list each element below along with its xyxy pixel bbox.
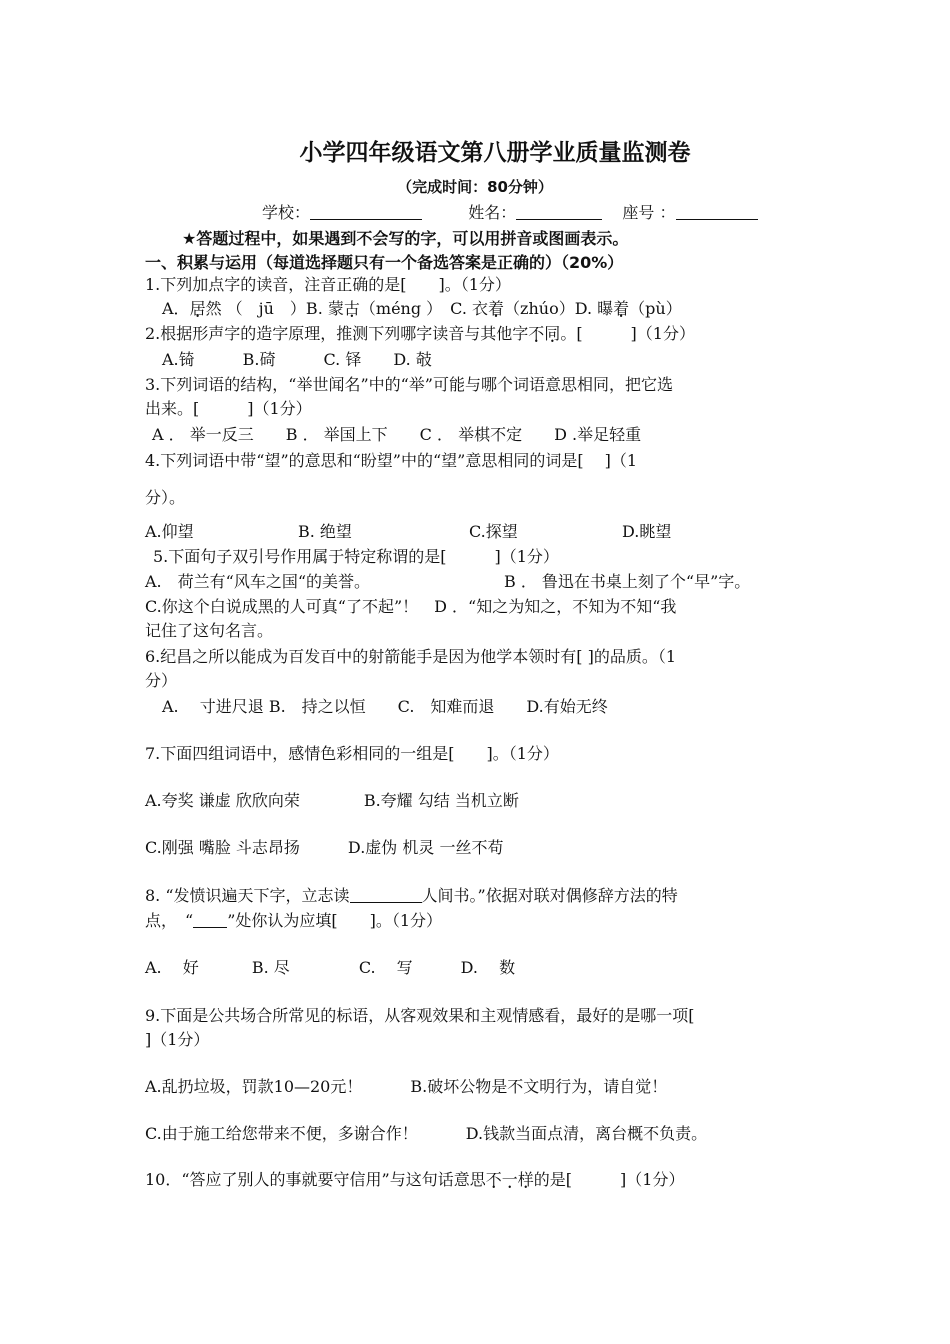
- q8-blank-1[interactable]: [350, 886, 422, 903]
- school-field[interactable]: [310, 203, 422, 220]
- section-title: 一、积累与运用（每道选择题只有一个备选答案是正确的）（20%）: [145, 253, 624, 272]
- question-8-line-1: 8. “发愤识遍天下字，立志读 人间书。”依据对联对偶修辞方法的特: [145, 886, 678, 905]
- question-8-options: A. 好 B. 尽 C. 写 D. 数: [145, 958, 516, 977]
- question-9-options-ab: A.乱扔垃圾，罚款10—20元！ B.破坏公物是不文明行为，请自觉！: [145, 1077, 668, 1096]
- question-5-option-b: B ． 鲁迅在书桌上刻了个“早”字。: [504, 572, 751, 591]
- seat-label: 座号 ：: [622, 203, 676, 222]
- question-5-option-d: 记住了这句名言。: [145, 621, 274, 640]
- name-label: 姓名：: [468, 203, 517, 222]
- q8-blank-2[interactable]: [193, 911, 227, 928]
- question-6-options: A. 寸进尺退 B. 持之以恒 C. 知难而退 D.有始无终: [162, 697, 608, 716]
- question-3-line-1: 3.下列词语的结构，“举世闻名”中的“举”可能与哪个词语意思相同，把它选: [145, 375, 673, 394]
- question-4-line-2: 分）。: [145, 488, 186, 507]
- question-9-line-2: ]（1分）: [145, 1030, 210, 1049]
- question-9-line-1: 9.下面是公共场合所常见的标语，从客观效果和主观情感看，最好的是哪一项[: [145, 1006, 695, 1025]
- question-4-option-d: D.眺望: [622, 522, 672, 541]
- question-6-line-2: 分）: [145, 671, 178, 690]
- name-field[interactable]: [516, 203, 602, 220]
- question-8-line-2: 点， “ ”处你认为应填[ ]。（1分）: [145, 911, 443, 930]
- question-3-options: A ． 举一反三 B ． 举国上下 C ． 举棋不定 D .举足轻重: [152, 425, 642, 444]
- question-10-stem: 10．“答应了别人的事就要守信用”与这句话意思不一样的是[ ]（1分）: [145, 1170, 685, 1189]
- question-7-stem: 7.下面四组词语中，感情色彩相同的一组是[ ]。（1分）: [145, 744, 559, 763]
- question-6-line-1: 6.纪昌之所以能成为百发百中的射箭能手是因为他学本领时有[ ]的品质。（1: [145, 647, 677, 666]
- question-7-options-cd: C.刚强 嘴脸 斗志昂扬 D.虚伪 机灵 一丝不苟: [145, 838, 504, 857]
- question-7-options-ab: A.夸奖 谦虚 欣欣向荣 B.夸耀 勾结 当机立断: [145, 791, 519, 810]
- question-2-options: A.锜 B.碕 C. 铎 D. 攲: [162, 350, 432, 369]
- question-5-option-a: A. 荷兰有“风车之国“的美誉。: [145, 572, 371, 591]
- question-5-option-c: C.你这个白说成黑的人可真“了不起”！ D ．“知之为知之，不知为不知“我: [145, 597, 677, 616]
- question-2-stem: 2.根据形声字的造字原理，推测下列哪字读音与其他字不同。[ ]（1分）: [145, 324, 695, 343]
- exam-title: 小学四年级语文第八册学业质量监测卷: [299, 140, 691, 166]
- question-3-line-2: 出来。[ ]（1分）: [145, 399, 312, 418]
- answer-notice: ★答题过程中，如果遇到不会写的字，可以用拼音或图画表示。: [182, 229, 629, 248]
- student-info-row: [262, 202, 758, 224]
- question-1-options: A．居然 （ jū ）B. 蒙古（méng ） C. 衣着（zhúo）D. 曝着（pù）: [162, 299, 682, 318]
- exam-duration: （完成时间：80分钟）: [397, 178, 553, 196]
- question-4-option-b: B. 绝望: [298, 522, 352, 541]
- question-1-stem: 1.下列加点字的读音，注音正确的是[ ]。（1分）: [145, 275, 511, 294]
- question-4-option-c: C.探望: [469, 522, 518, 541]
- question-4-option-a: A.仰望: [145, 522, 194, 541]
- seat-field[interactable]: [676, 203, 758, 220]
- school-label: 学校：: [262, 203, 311, 222]
- question-4-line-1: 4.下列词语中带“望”的意思和“盼望”中的“望”意思相同的词是[ ]（1: [145, 451, 638, 470]
- question-9-options-cd: C.由于施工给您带来不便，多谢合作！ D.钱款当面点清，离台概不负责。: [145, 1124, 708, 1143]
- question-5-stem: 5.下面句子双引号作用属于特定称谓的是[ ]（1分）: [153, 547, 559, 566]
